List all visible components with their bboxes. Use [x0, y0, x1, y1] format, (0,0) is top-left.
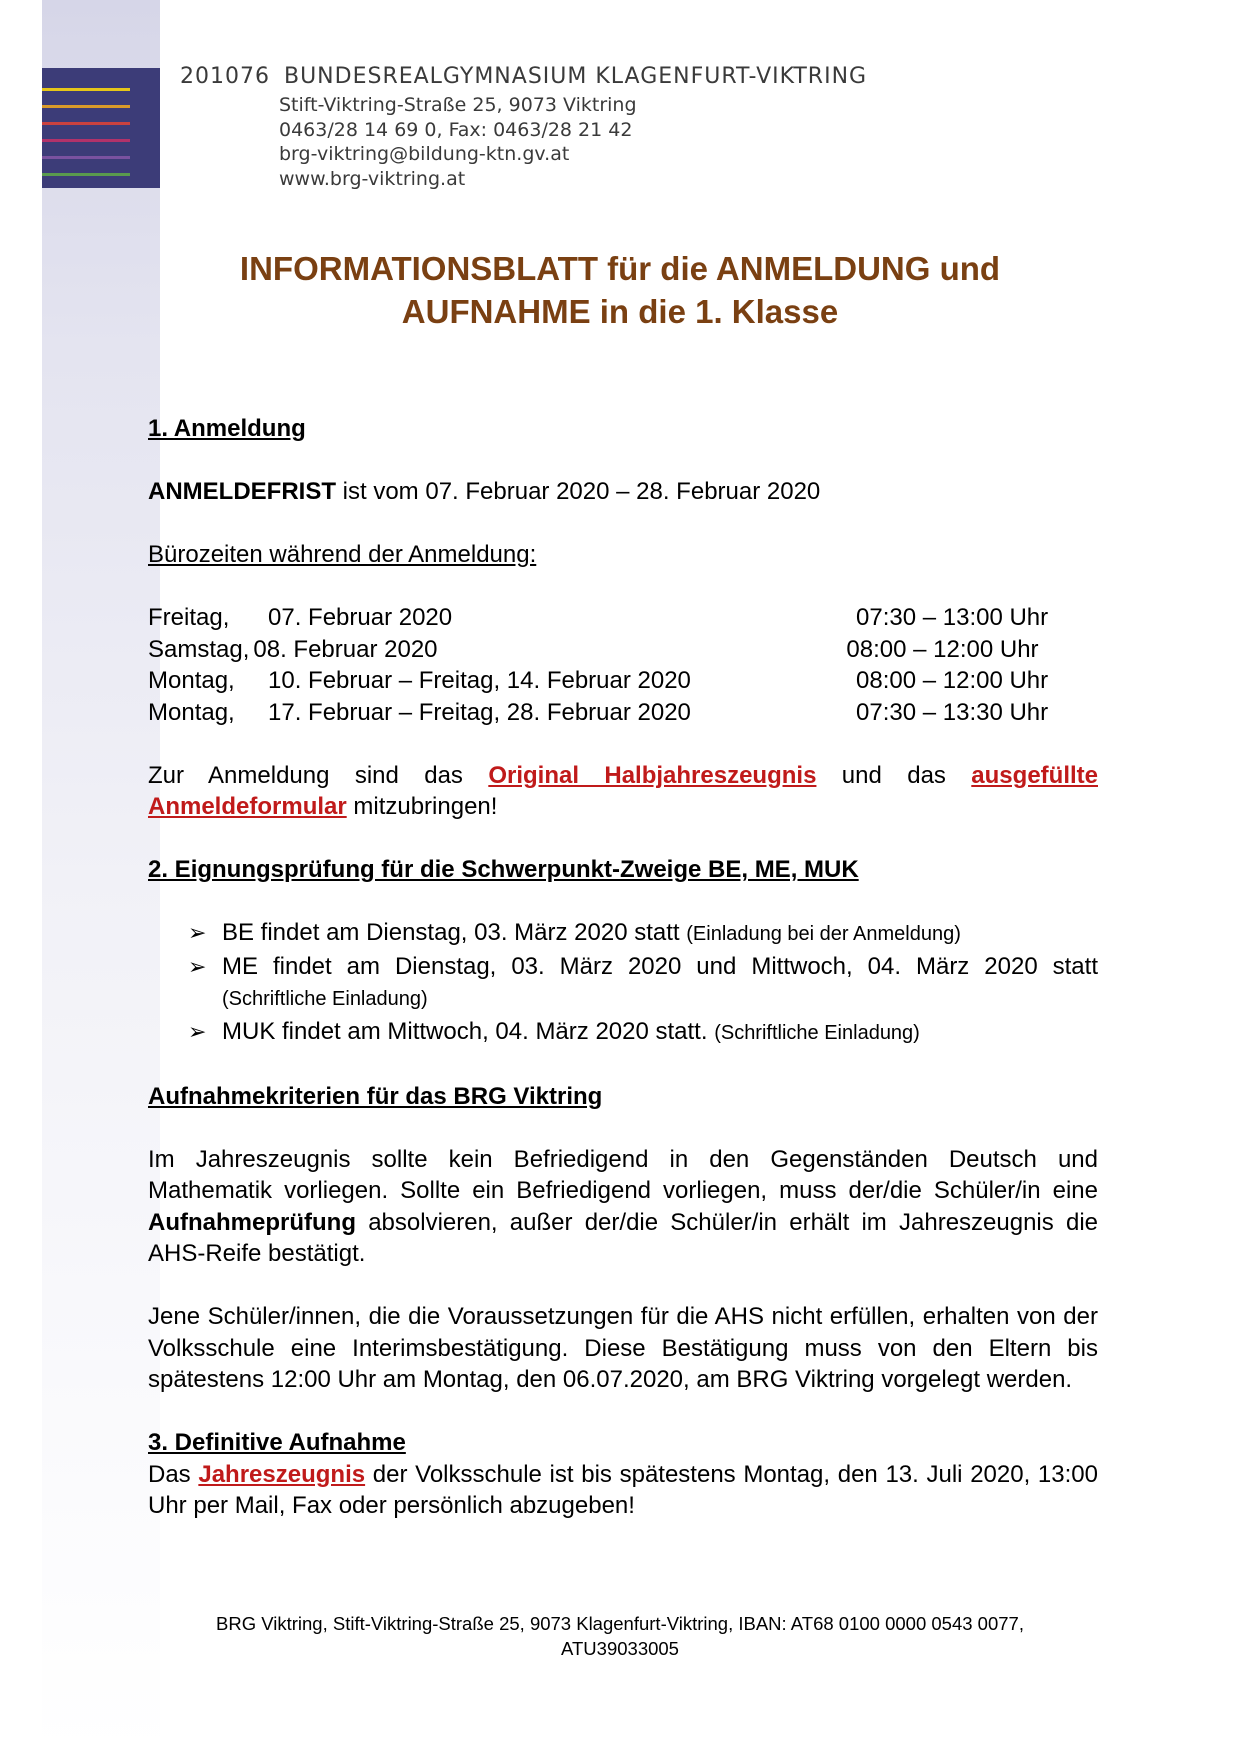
office-hours-schedule [148, 602, 1098, 728]
footer-line2: ATU39033005 [561, 1638, 679, 1659]
aptitude-test-list [148, 917, 1098, 1049]
schedule-row [148, 697, 1098, 729]
schedule-time: 07:30 – 13:00 Uhr [856, 604, 1049, 631]
criteria-text: Im Jahreszeugnis sollte kein Befriedigend in den Gegenständen Deutsch und Mathematik vorliegen. Sollte ein Befriedigend vorliegen, muss der/die Schüler/in eine [148, 1145, 1098, 1204]
criteria-text: absolvieren, außer der/die Schüler/in erhält im Jahreszeugnis die AHS-Reife bestätigt. [148, 1208, 1098, 1267]
criteria-paragraph-2: Jene Schüler/innen, die die Voraussetzungen für die AHS nicht erfüllen, erhalten von der Volksschule eine Interimsbestätigung. Diese Bestätigung muss von den Eltern bis spätestens 12:00 Uhr am Montag, den 06.07.2020, am BRG Viktring vorgelegt werden. [148, 1303, 1098, 1393]
docs-text: und das [816, 761, 972, 789]
schedule-row [148, 634, 1098, 666]
deadline-label: ANMELDEFRIST [148, 478, 336, 505]
schedule-date: 08. Februar 2020 [253, 635, 438, 663]
section3-heading: 3. Definitive Aufnahme [148, 1429, 406, 1456]
section1-heading: 1. Anmeldung [148, 415, 306, 442]
bullet-text: BE findet am Dienstag, 03. März 2020 statt [222, 919, 687, 946]
docs-text: Zur Anmeldung sind das [148, 761, 489, 789]
schedule-day: Montag, [148, 667, 235, 694]
deadline-text: ist vom 07. Februar 2020 – 28. Februar 2020 [336, 478, 821, 505]
schedule-day: Montag, [148, 698, 235, 726]
document-title-line2: AUFNAHME in die 1. Klasse [401, 293, 839, 330]
section2-heading: 2. Eignungsprüfung für die Schwerpunkt-Zweige BE, ME, MUK [148, 856, 859, 883]
bullet-note: (Schriftliche Einladung) [222, 988, 428, 1010]
letterhead [180, 64, 867, 191]
school-website: www.brg-viktring.at [279, 167, 466, 190]
logo-stripe [42, 105, 130, 108]
document-title-line1: INFORMATIONSBLATT für die ANMELDUNG und [239, 250, 1001, 287]
list-item [148, 1016, 1098, 1050]
office-hours-heading: Bürozeiten während der Anmeldung: [148, 541, 537, 568]
required-documents [148, 760, 1098, 823]
logo-stripe [42, 122, 130, 125]
schedule-date: 17. Februar – Freitag, 28. Februar 2020 [268, 698, 691, 726]
schedule-row [148, 602, 1098, 634]
admission-text: der Volksschule ist bis spätestens Montag, den 13. Juli 2020, 13:00 Uhr per Mail, Fax oder persönlich abzugeben! [148, 1460, 1098, 1519]
annual-report-term: Jahreszeugnis [198, 1460, 366, 1488]
school-address: Stift-Viktring-Straße 25, 9073 Viktring [279, 94, 637, 116]
schedule-day: Samstag, [148, 635, 250, 663]
entrance-exam-term: Aufnahmeprüfung [148, 1208, 356, 1236]
doc-registration-form: ausgefüllte Anmeldeformular [148, 761, 1098, 820]
schedule-date: 07. Februar 2020 [268, 604, 453, 631]
footer-line1: BRG Viktring, Stift-Viktring-Straße 25, 9073 Klagenfurt-Viktring, IBAN: AT68 0100 0000 0543 0077, [216, 1613, 1024, 1634]
document-title [140, 247, 1100, 333]
page-footer [140, 1611, 1100, 1661]
schedule-time: 08:00 – 12:00 Uhr [846, 635, 1039, 663]
logo-stripe [42, 173, 130, 176]
bullet-note: (Einladung bei der Anmeldung) [686, 923, 961, 945]
doc-original-report: Original Halbjahreszeugnis [488, 761, 817, 789]
arrow-bullet-icon: ➢ [188, 920, 207, 945]
school-code: 201076 [180, 64, 270, 89]
bullet-text: ME findet am Dienstag, 03. März 2020 und Mittwoch, 04. März 2020 statt [222, 952, 1098, 980]
arrow-bullet-icon: ➢ [188, 953, 207, 979]
list-item [148, 917, 1098, 951]
criteria-heading: Aufnahmekriterien für das BRG Viktring [148, 1082, 603, 1110]
arrow-bullet-icon: ➢ [188, 1018, 207, 1044]
criteria-paragraph-1 [148, 1144, 1098, 1270]
list-item [148, 951, 1098, 1016]
school-name: BUNDESREALGYMNASIUM KLAGENFURT-VIKTRING [283, 64, 868, 89]
final-admission-text [148, 1459, 1098, 1522]
schedule-time: 07:30 – 13:30 Uhr [856, 698, 1049, 726]
logo-stripe [42, 139, 130, 142]
bullet-text: MUK findet am Mittwoch, 04. März 2020 statt. [222, 1017, 715, 1045]
bullet-note: (Schriftliche Einladung) [714, 1021, 920, 1044]
schedule-row [148, 665, 1098, 697]
school-phone: 0463/28 14 69 0, Fax: 0463/28 21 42 [279, 118, 633, 141]
school-logo-block [42, 68, 160, 188]
logo-stripe [42, 156, 130, 159]
schedule-time: 08:00 – 12:00 Uhr [856, 667, 1049, 694]
schedule-date: 10. Februar – Freitag, 14. Februar 2020 [268, 667, 691, 694]
schedule-day: Freitag, [148, 604, 230, 631]
letterhead-title [180, 64, 867, 89]
admission-text: Das [148, 1460, 199, 1488]
logo-stripe [42, 88, 130, 91]
docs-text: mitzubringen! [346, 793, 498, 820]
registration-deadline [148, 476, 1098, 508]
school-email: brg-viktring@bildung-ktn.gv.at [279, 143, 570, 165]
document-body [148, 413, 1098, 1522]
